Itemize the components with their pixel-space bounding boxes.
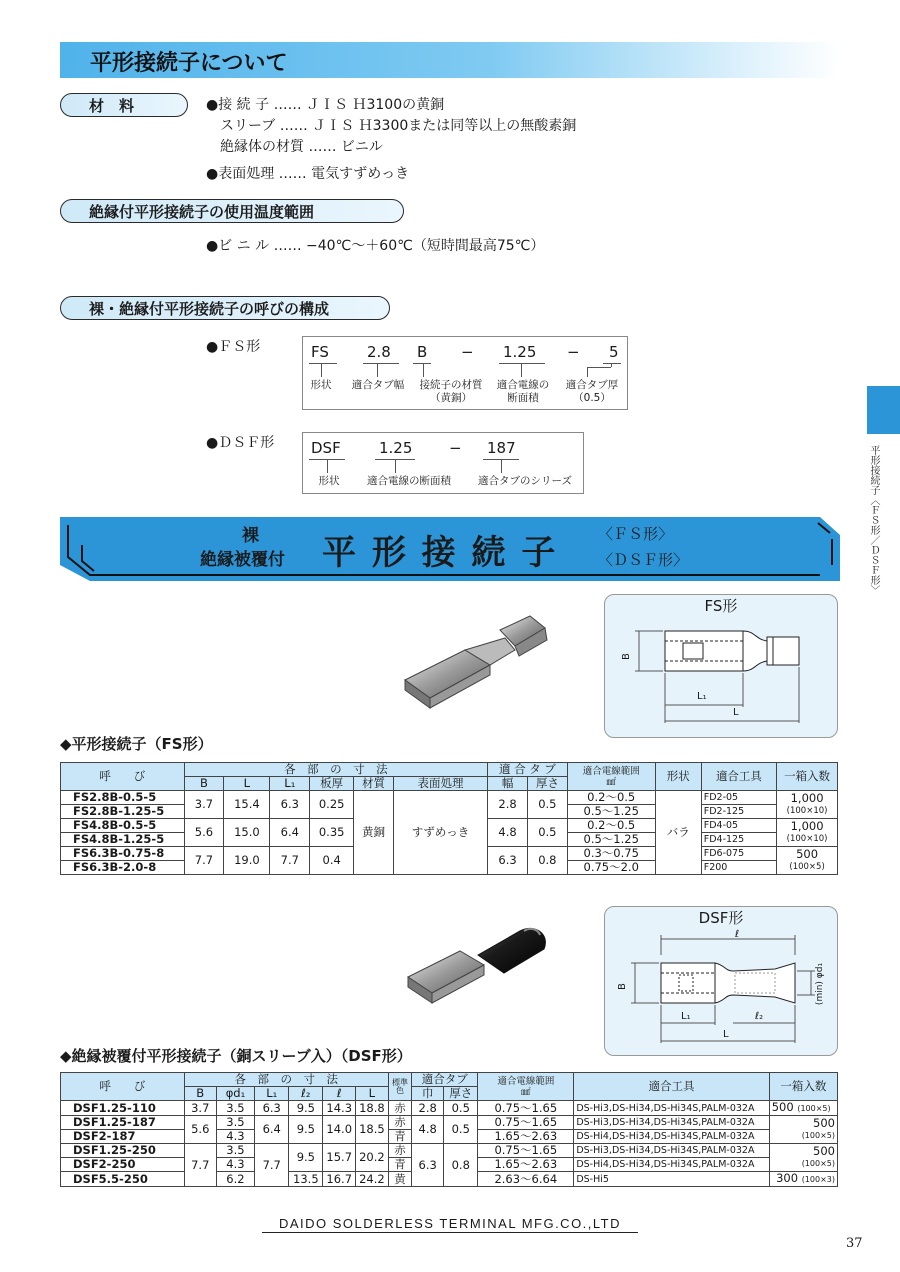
materials-line-1: ●接 続 子 …… ＪＩＳ Ｈ3100の黄銅 — [206, 97, 445, 113]
fs-label-shape: 形状 — [310, 379, 332, 391]
fs-part-dash2: − — [567, 343, 580, 361]
table-row: FS6.3B-0.75-8 7.7 19.0 7.7 0.4 6.3 0.8 0.3〜0.75 FD6-075 500 (100×5) — [61, 847, 838, 861]
fs-h-l1: L₁ — [270, 777, 310, 791]
naming-label: 裸・絶縁付平形接続子の呼びの構成 — [60, 296, 390, 320]
table-row: DSF1.25-110 3.7 3.5 6.3 9.5 14.3 18.8 赤 2.8 0.5 0.75〜1.65 DS-Hi3,DS-Hi34,DS-Hi34S,PALM-032A 500 (100×5) — [61, 1101, 838, 1116]
dsf-dim-d: (min) φd₁ — [815, 962, 826, 1006]
materials-line-2: スリーブ …… ＪＩＳ Ｈ3300または同等以上の無酸素銅 — [220, 118, 577, 134]
table-row: DSF1.25-250 7.7 3.5 7.7 9.5 15.7 20.2 赤 6.3 0.8 0.75〜1.65 DS-Hi3,DS-Hi34,DS-Hi34S,PALM-032A 500 (100×5) — [61, 1144, 838, 1158]
dsf-h-wire: 適合電線範囲 ㎟ — [478, 1073, 574, 1101]
dsf-h-dims: 各 部 の 寸 法 — [184, 1073, 388, 1087]
footer-rule — [262, 1232, 638, 1233]
side-tab-text: 平形接続子〈ＦＳ形／ＤＳＦ形〉 — [868, 445, 879, 595]
table-row: FS2.8B-1.25-5 0.5〜1.25 FD2-125 — [61, 805, 838, 819]
fs-part-thick: 5 — [609, 343, 619, 361]
fs-h-thick: 板厚 — [310, 777, 354, 791]
materials-label: 材 料 — [60, 93, 188, 117]
fs-dim-l: L — [733, 707, 739, 718]
fs-diagram-title: FS形 — [704, 597, 738, 615]
dsf-dim-b: B — [616, 983, 628, 990]
dsf-part-wire: 1.25 — [379, 439, 413, 457]
banner-type1: 〈ＦＳ形〉 — [598, 525, 674, 543]
dsf-formula-box — [302, 432, 584, 494]
fs-dim-l1: L₁ — [697, 691, 707, 702]
fs-spec-table — [60, 762, 838, 875]
fs-table-heading: ◆平形接続子（FS形） — [60, 735, 213, 753]
banner-sub2: 絶縁被覆付 — [200, 550, 285, 570]
fs-h-mat: 材質 — [354, 777, 394, 791]
dsf-h-tool: 適合工具 — [574, 1073, 769, 1101]
fs-h-tool: 適合工具 — [701, 763, 776, 791]
temperature-label: 絶縁付平形接続子の使用温度範囲 — [60, 199, 404, 223]
fs-h-surf: 表面処理 — [393, 777, 487, 791]
fs-part-shape: FS — [311, 343, 329, 361]
fs-formula-box — [302, 336, 628, 410]
fs-terminal-image — [395, 610, 565, 720]
product-banner — [60, 517, 840, 581]
company-logo: DAIDO SOLDERLESS TERMINAL MFG.CO.,LTD — [278, 1216, 622, 1231]
dsf-part-series: 187 — [487, 439, 516, 457]
fs-label-tab: 適合タブ幅 — [351, 379, 405, 391]
fs-h-dims: 各 部 の 寸 法 — [184, 763, 488, 777]
table-row: DSF5.5-250 6.2 13.5 16.7 24.2 黄 2.63〜6.64 DS-Hi5 300 (100×3) — [61, 1172, 838, 1187]
fs-label-thick: 適合タブ厚 （0.5） — [565, 379, 619, 404]
materials-line-3: 絶縁体の材質 …… ビニル — [220, 139, 383, 155]
fs-label-wire: 適合電線の 断面積 — [496, 379, 550, 404]
dsf-spec-table: 呼 び 各 部 の 寸 法 標準色 適合タブ 適合電線範囲 ㎟ 適合工具 一箱入数 B φd₁ L₁ ℓ₂ ℓ L 巾 厚さ DSF1.25-110 3.7 3.5 6.3 9.5 14.3 18.8 赤 2.8 0.5 0.75〜1.65 DS-Hi3,DS-Hi34,DS-Hi34S,PALM-032A 500 (100×5) DSF1.25-187 5.6 3.5 6.4 9.5 14.0 18.5 赤 4.8 0.5 0.75〜1.65 DS-Hi3,DS-Hi34,DS-Hi34S,PALM-032A 500 (100×5) DSF2-187 4.3 青 1.65〜2.63 DS-Hi4,DS-Hi34,DS-Hi34S,PALM-032A DSF1.25-250 7.7 3.5 7.7 9.5 15.7 20.2 赤 6.3 0.8 0.75〜1.65 DS-Hi3,DS-Hi34,DS-Hi34S,PALM-032A 500 (100×5) DSF2-250 4.3 青 1.65〜2.63 DS-Hi4,DS-Hi34,DS-Hi34S,PALM-032A DSF5.5-250 6.2 13.5 16.7 24.2 黄 2.63〜6.64 DS-Hi5 300 (100×3) — [60, 1072, 838, 1187]
fs-h-wire: 適合電線範囲 ㎟ — [567, 763, 655, 791]
dsf-dim-ell: ℓ — [735, 929, 740, 940]
table-row: FS4.8B-1.25-5 0.5〜1.25 FD4-125 — [61, 833, 838, 847]
banner-sub1: 裸 — [242, 526, 259, 546]
fs-bullet: ●ＦＳ形 — [206, 339, 261, 355]
dsf-label-shape: 形状 — [318, 475, 340, 487]
dsf-h-tab: 適合タブ — [412, 1073, 478, 1087]
dsf-diagram-title: DSF形 — [698, 909, 744, 927]
banner-type2: 〈ＤＳＦ形〉 — [598, 551, 689, 569]
table-row: FS2.8B-0.5-5 3.7 15.4 6.3 0.25 黄銅 すずめっき 2.8 0.5 0.2〜0.5 バラ FD2-05 1,000 (100×10) — [61, 791, 838, 805]
fs-part-dash1: − — [461, 343, 474, 361]
dsf-label-wire: 適合電線の断面積 — [367, 475, 451, 487]
dsf-bullet: ●ＤＳＦ形 — [206, 435, 275, 451]
temperature-line: ●ビ ニ ル …… −40℃〜＋60℃（短時間最高75℃） — [206, 238, 545, 254]
fs-part-mat: B — [417, 343, 428, 361]
fs-diagram — [604, 594, 838, 738]
side-tab — [867, 386, 900, 434]
dsf-diagram — [604, 906, 838, 1056]
fs-dim-b: B — [620, 653, 632, 660]
fs-part-wire: 1.25 — [503, 343, 537, 361]
page-title-bar — [60, 42, 840, 78]
table-row: DSF1.25-187 5.6 3.5 6.4 9.5 14.0 18.5 赤 4.8 0.5 0.75〜1.65 DS-Hi3,DS-Hi34,DS-Hi34S,PALM-032A 500 (100×5) — [61, 1116, 838, 1130]
fs-h-box: 一箱入数 — [777, 763, 838, 791]
table-row: FS6.3B-2.0-8 0.75〜2.0 F200 — [61, 861, 838, 875]
table-row: DSF2-250 4.3 青 1.65〜2.63 DS-Hi4,DS-Hi34,DS-Hi34S,PALM-032A — [61, 1158, 838, 1172]
dsf-terminal-image — [400, 915, 560, 1015]
fs-shape: バラ — [655, 791, 701, 875]
dsf-table-heading: ◆絶縁被覆付平形接続子（銅スリーブ入）（DSF形） — [60, 1047, 412, 1065]
dsf-part-dash: − — [449, 439, 462, 457]
fs-surface: すずめっき — [393, 791, 487, 875]
fs-material: 黄銅 — [354, 791, 394, 875]
fs-label-mat: 接続子の材質 （黄銅） — [419, 379, 483, 404]
dsf-part-shape: DSF — [311, 439, 341, 457]
fs-h-yobi: 呼 び — [61, 763, 185, 791]
dsf-h-color: 標準色 — [388, 1073, 411, 1101]
dsf-h-box: 一箱入数 — [769, 1073, 837, 1101]
fs-h-t: 厚さ — [527, 777, 567, 791]
fs-h-w: 幅 — [488, 777, 528, 791]
table-row: DSF2-187 4.3 青 1.65〜2.63 DS-Hi4,DS-Hi34,DS-Hi34S,PALM-032A — [61, 1130, 838, 1144]
banner-main: 平 形 接 続 子 — [322, 533, 558, 573]
fs-part-tab: 2.8 — [367, 343, 391, 361]
materials-line-4: ●表面処理 …… 電気すずめっき — [206, 166, 410, 182]
fs-h-l: L — [224, 777, 270, 791]
dsf-dim-l2: ℓ₂ — [755, 1011, 764, 1022]
fs-h-shape: 形状 — [655, 763, 701, 791]
dsf-dim-l: L — [723, 1029, 729, 1040]
page-number: 37 — [846, 1236, 863, 1251]
table-row: FS4.8B-0.5-5 5.6 15.0 6.4 0.35 4.8 0.5 0.2〜0.5 FD4-05 1,000 (100×10) — [61, 819, 838, 833]
fs-h-tab: 適 合 タ ブ — [488, 763, 568, 777]
page-title: 平形接続子について — [90, 51, 288, 76]
fs-h-b: B — [184, 777, 224, 791]
dsf-dim-l1: L₁ — [681, 1011, 691, 1022]
dsf-h-yobi: 呼 び — [61, 1073, 185, 1101]
dsf-label-series: 適合タブのシリーズ — [478, 475, 572, 487]
